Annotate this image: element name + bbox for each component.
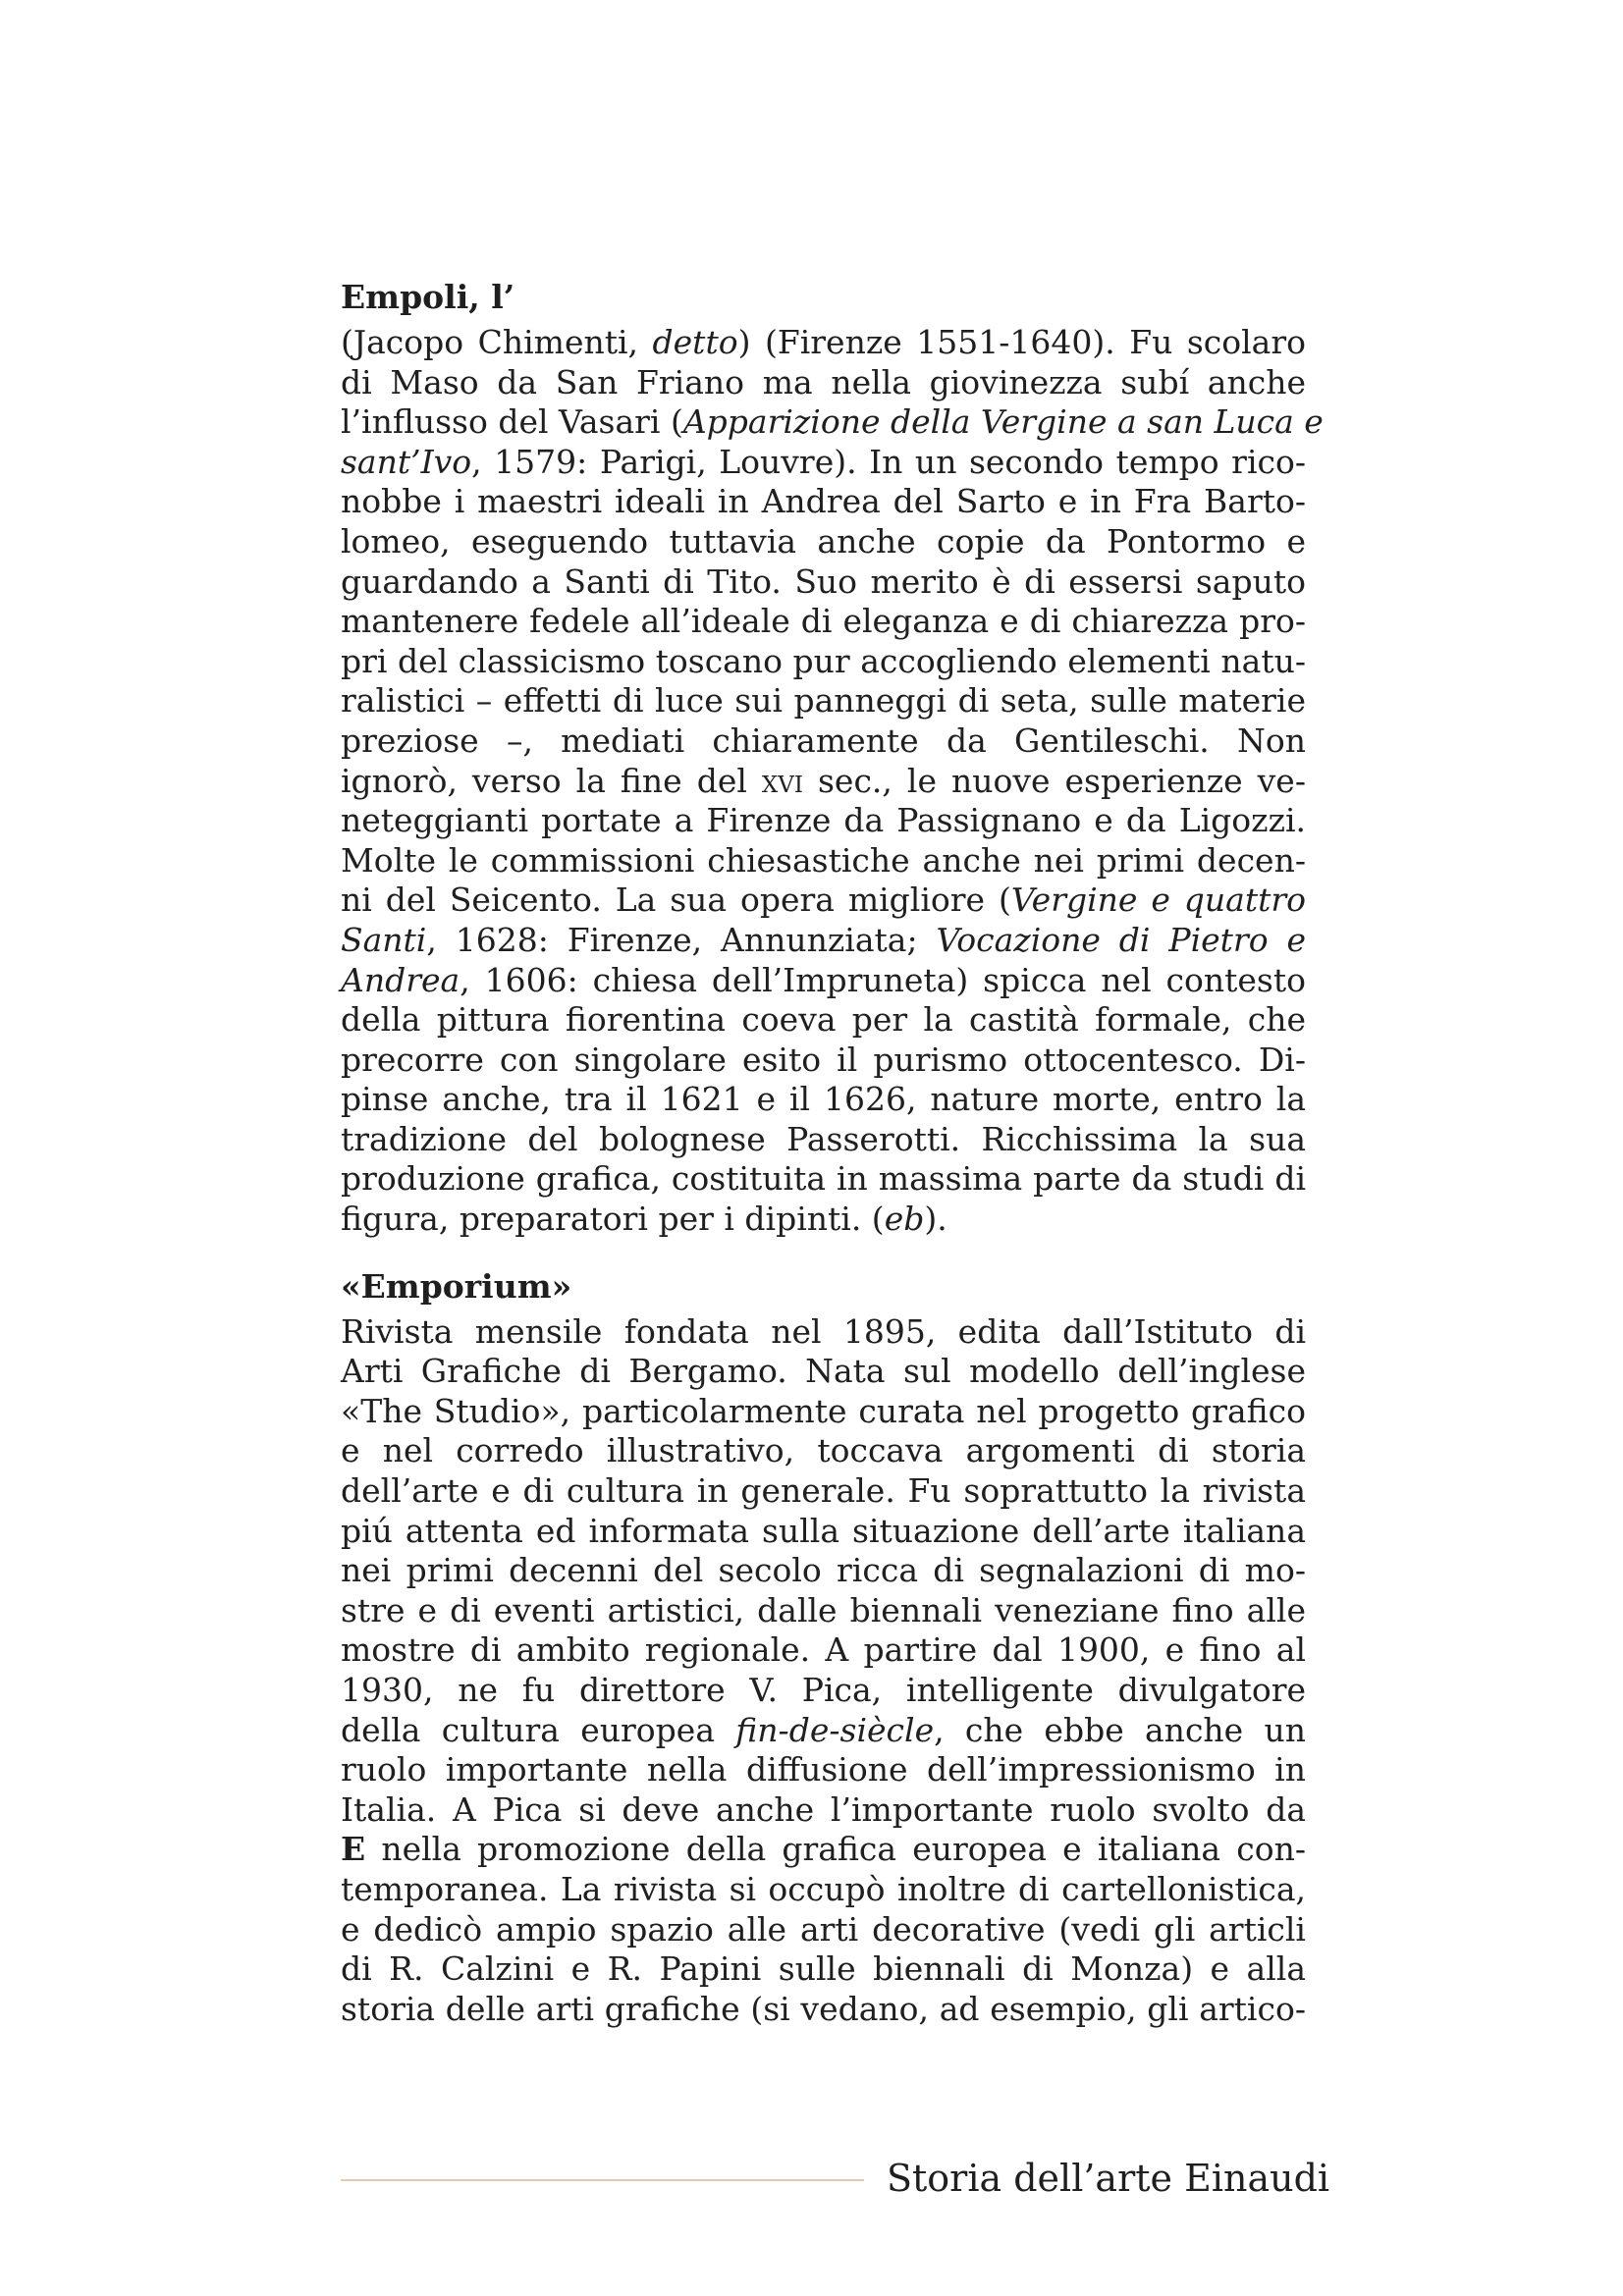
text-line: ruolo importante nella diffusione dell’impressionismo in — [341, 1750, 1306, 1789]
text-line: mostre di ambito regionale. A partire dal 1900, e fino al — [341, 1630, 1306, 1670]
text-line: precorre con singolare esito il purismo ottocentesco. Di- — [341, 1040, 1306, 1079]
text-line: Italia. A Pica si deve anche l’importante ruolo svolto da — [341, 1789, 1306, 1829]
text-line: ralistici – effetti di luce sui panneggi di seta, sulle materie — [341, 681, 1306, 721]
text-line: Molte le commissioni chiesastiche anche nei primi decen- — [341, 840, 1306, 880]
text-line: di Maso da San Friano ma nella giovinezza subí anche — [341, 362, 1306, 401]
entry-body — [341, 323, 1324, 1240]
text-line: sant’Ivo, 1579: Parigi, Louvre). In un secondo tempo rico- — [341, 442, 1306, 481]
text-line: preziose –, mediati chiaramente da Gentileschi. Non — [341, 721, 1306, 760]
text-line: Santi, 1628: Firenze, Annunziata; Vocazione di Pietro e — [341, 920, 1306, 959]
footer-rule — [341, 2179, 864, 2181]
text-line: piú attenta ed informata sulla situazione dell’arte italiana — [341, 1511, 1306, 1550]
text-line: ignorò, verso la fine del xvi sec., le nuove esperienze ve- — [341, 761, 1306, 800]
text-line: e nel corredo illustrativo, toccava argomenti di storia — [341, 1431, 1306, 1470]
text-line: nei primi decenni del secolo ricca di segnalazioni di mo- — [341, 1551, 1306, 1590]
text-line: pinse anche, tra il 1621 e il 1626, nature morte, entro la — [341, 1080, 1306, 1119]
text-line: Arti Grafiche di Bergamo. Nata sul modello dell’inglese — [341, 1352, 1306, 1391]
text-line: figura, preparatori per i dipinti. (eb). — [341, 1200, 947, 1239]
text-line: l’influsso del Vasari (Apparizione della Vergine a san Luca e — [341, 402, 1324, 442]
text-line: (Jacopo Chimenti, detto) (Firenze 1551-1640). Fu scolaro — [341, 323, 1306, 361]
text-line: lomeo, eseguendo tuttavia anche copie da Pontormo e — [341, 521, 1306, 561]
text-line: della cultura europea fin-de-siècle, che ebbe anche un — [341, 1710, 1306, 1749]
entry-empoli — [341, 278, 1324, 1240]
entry-title: «Emporium» — [341, 1266, 572, 1306]
text-line: guardando a Santi di Tito. Suo merito è di essersi saputo — [341, 561, 1306, 601]
text-line: mantenere fedele all’ideale di eleganza e di chiarezza pro- — [341, 602, 1306, 641]
entry-title: Empoli, l’ — [341, 278, 515, 316]
text-line: nobbe i maestri ideali in Andrea del Sarto e in Fra Barto- — [341, 482, 1306, 521]
text-line: Rivista mensile fondata nel 1895, edita dall’Istituto di — [341, 1311, 1306, 1351]
text-line: dell’arte e di cultura in generale. Fu soprattutto la rivista — [341, 1471, 1306, 1511]
text-line: 1930, ne fu direttore V. Pica, intelligente divulgatore — [341, 1671, 1306, 1709]
text-line: storia delle arti grafiche (si vedano, ad esempio, gli artico- — [341, 1989, 1306, 2028]
text-line: temporanea. La rivista si occupò inoltre di cartellonistica, — [341, 1869, 1306, 1908]
text-line: E nella promozione della grafica europea e italiana con- — [341, 1830, 1306, 1869]
text-line: della pittura fiorentina coeva per la castità formale, che — [341, 1000, 1306, 1040]
text-line: e dedicò ampio spazio alle arti decorative (vedi gli articli — [341, 1909, 1306, 1949]
text-line: Andrea, 1606: chiesa dell’Impruneta) spicca nel contesto — [341, 960, 1306, 999]
text-line: ni del Seicento. La sua opera migliore (Vergine e quattro — [341, 881, 1306, 920]
footer-publisher: Storia dell’arte Einaudi — [887, 2157, 1330, 2200]
text-line: pri del classicismo toscano pur accogliendo elementi natu- — [341, 641, 1306, 680]
text-line: «The Studio», particolarmente curata nel progetto grafico — [341, 1391, 1306, 1430]
text-column — [341, 278, 1324, 2029]
entry-body — [341, 1312, 1306, 2030]
entry-emporium — [341, 1267, 1306, 2030]
text-line: stre e di eventi artistici, dalle biennali veneziane fino alle — [341, 1590, 1306, 1629]
text-line: di R. Calzini e R. Papini sulle biennali di Monza) e alla — [341, 1949, 1306, 1989]
text-line: produzione grafica, costituita in massima parte da studi di — [341, 1159, 1306, 1199]
text-line: tradizione del bolognese Passerotti. Ricchissima la sua — [341, 1119, 1306, 1158]
text-line: neteggianti portate a Firenze da Passignano e da Ligozzi. — [341, 801, 1306, 840]
